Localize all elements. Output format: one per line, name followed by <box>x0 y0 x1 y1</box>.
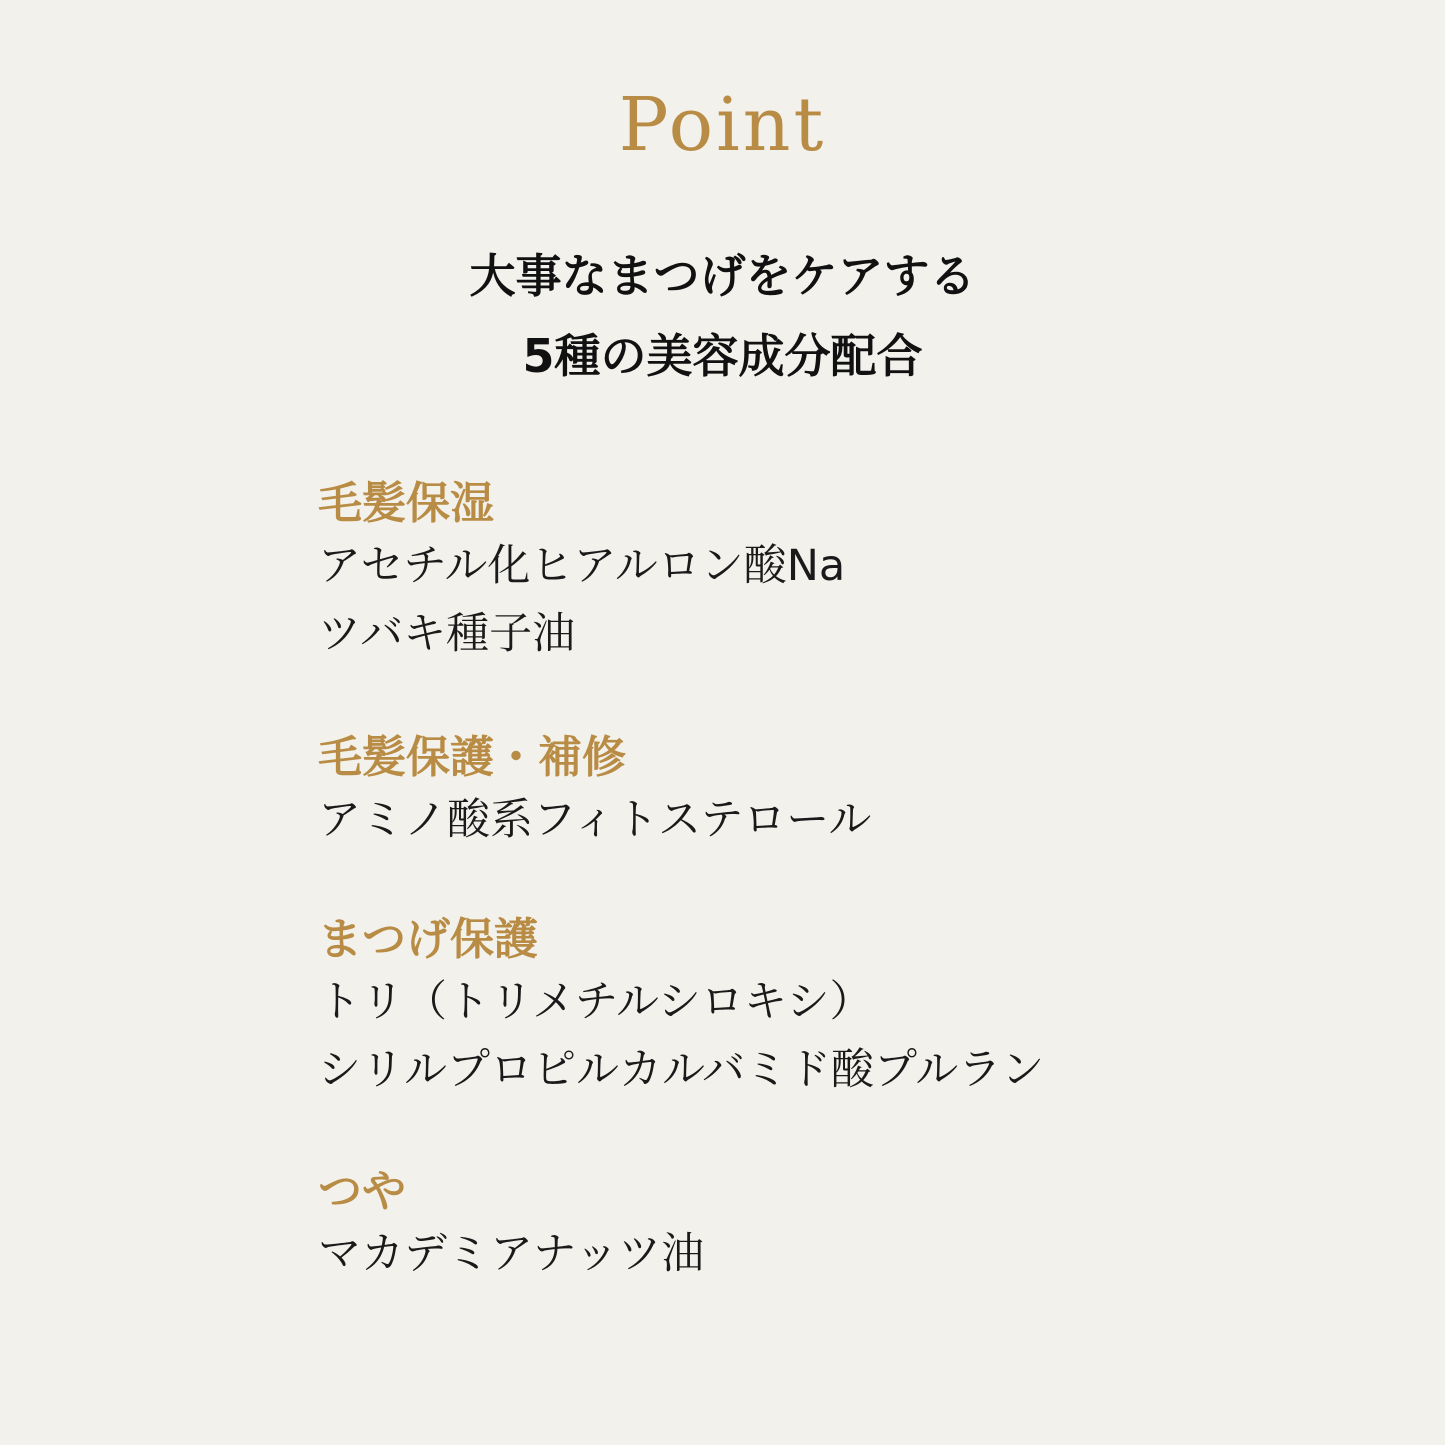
headline-line-1: 大事なまつげをケアする <box>469 249 976 303</box>
ingredient-item: アセチル化ヒアルロン酸Na <box>318 541 846 591</box>
ingredient-item: シリルプロピルカルバミド酸プルラン <box>318 1045 1045 1095</box>
section-gloss <box>318 1164 704 1288</box>
section-hair-protection-repair <box>318 730 871 854</box>
section-lash-protection <box>318 912 1044 1104</box>
ingredient-item: ツバキ種子油 <box>318 609 576 659</box>
section-title: 毛髪保湿 <box>318 478 494 529</box>
section-title: まつげ保護 <box>318 914 538 965</box>
ingredient-item: マカデミアナッツ油 <box>318 1229 705 1279</box>
headline-line-2: 5種の美容成分配合 <box>522 329 923 383</box>
ingredient-item: トリ（トリメチルシロキシ） <box>318 977 873 1027</box>
page-title: Point <box>618 82 827 168</box>
headline <box>0 236 1445 396</box>
ingredient-item: アミノ酸系フィトステロール <box>318 795 872 845</box>
section-title: つや <box>318 1166 406 1217</box>
section-hair-moisture <box>318 476 845 668</box>
section-title: 毛髪保護・補修 <box>318 732 626 783</box>
